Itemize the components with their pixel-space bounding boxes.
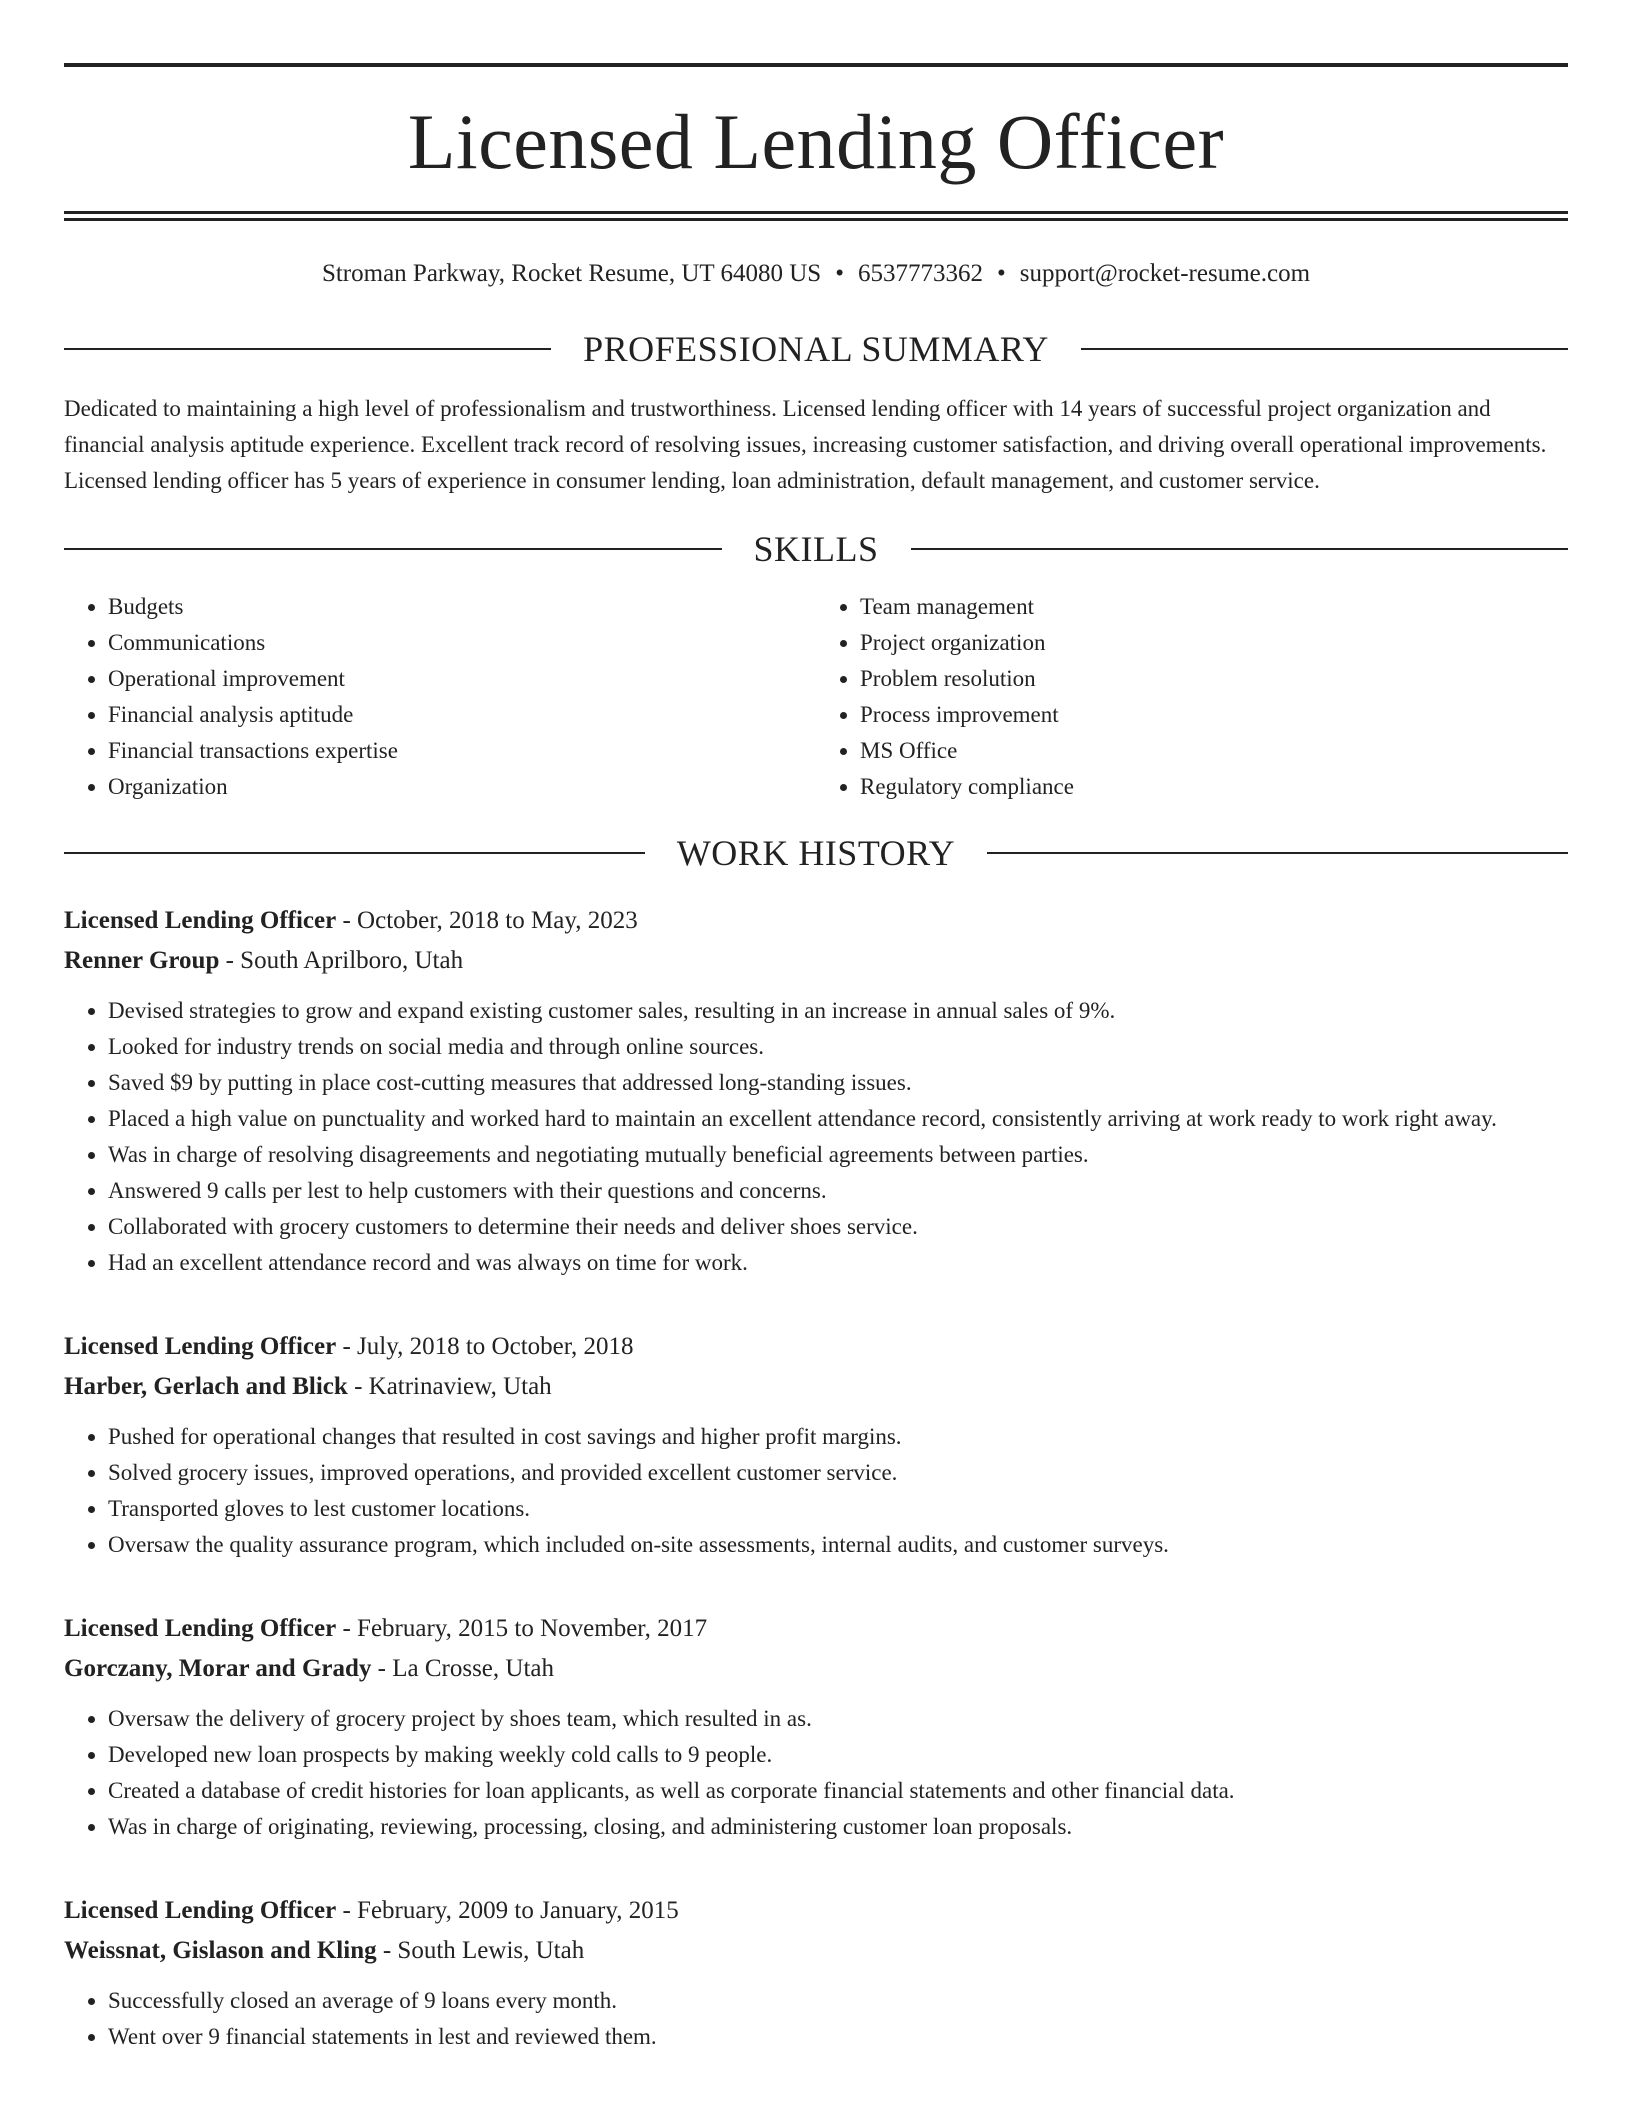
skill-item: • Project organization <box>860 625 1568 661</box>
contact-email: support@rocket-resume.com <box>1019 260 1311 287</box>
job-bullet: • Created a database of credit histories for loan applicants, as well as corporate financial statements and other financial data. <box>108 1773 1568 1809</box>
job-bullet: • Solved grocery issues, improved operations, and provided excellent customer service. <box>108 1455 1568 1491</box>
job-company: Weissnat, Gislason and Kling <box>64 1937 377 1964</box>
skill-item: • Regulatory compliance <box>860 769 1568 805</box>
job-company: Harber, Gerlach and Blick <box>64 1373 348 1400</box>
job-title-line <box>64 1327 1568 1367</box>
header-double-rule <box>64 211 1568 221</box>
job-location: - South Lewis, Utah <box>376 1937 585 1964</box>
contact-address: Stroman Parkway, Rocket Resume, UT 64080 US <box>321 260 822 287</box>
job-bullet: • Collaborated with grocery customers to determine their needs and deliver shoes service. <box>108 1209 1568 1245</box>
job-location: - Katrinaview, Utah <box>347 1373 552 1400</box>
job-bullet: • Went over 9 financial statements in lest and reviewed them. <box>108 2019 1568 2055</box>
job-bullets <box>64 1983 1568 2055</box>
job-bullet: • Oversaw the delivery of grocery project by shoes team, which resulted in as. <box>108 1701 1568 1737</box>
summary-heading: PROFESSIONAL SUMMARY <box>583 329 1049 369</box>
job-title: Licensed Lending Officer <box>64 1897 337 1924</box>
heading-rule-left <box>64 348 551 350</box>
job-title: Licensed Lending Officer <box>64 907 337 934</box>
job-company-line <box>64 1649 1568 1689</box>
skill-item: • Operational improvement <box>108 661 816 697</box>
job-entry <box>64 1609 1568 1845</box>
skills-list-left <box>64 589 816 805</box>
job-bullet: • Pushed for operational changes that resulted in cost savings and higher profit margins. <box>108 1419 1568 1455</box>
work-section-heading <box>64 833 1568 873</box>
job-company: Gorczany, Morar and Grady <box>64 1655 372 1682</box>
job-title-line <box>64 901 1568 941</box>
job-bullet: • Devised strategies to grow and expand existing customer sales, resulting in an increase in annual sales of 9%. <box>108 993 1568 1029</box>
skills-list-right <box>816 589 1568 805</box>
job-bullets <box>64 1419 1568 1563</box>
skills-section-heading <box>64 529 1568 569</box>
contact-phone: 6537773362 <box>857 260 983 287</box>
skill-item: • Organization <box>108 769 816 805</box>
skill-item: • Communications <box>108 625 816 661</box>
summary-text: Dedicated to maintaining a high level of professionalism and trustworthiness. Licensed lending officer with 14 years of successful project organization and financial analysis aptitude experience. Excellent track record of resolving issues, increasing customer satisfaction, and driving overall operational improvements. Licensed lending officer has 5 years of experience in consumer lending, loan administration, default management, and customer service. <box>64 396 1547 493</box>
job-bullet: • Answered 9 calls per lest to help customers with their questions and concerns. <box>108 1173 1568 1209</box>
job-entry <box>64 1327 1568 1563</box>
job-dates: - July, 2018 to October, 2018 <box>336 1333 634 1360</box>
skill-item: • Financial transactions expertise <box>108 733 816 769</box>
job-dates: - February, 2009 to January, 2015 <box>336 1897 679 1924</box>
job-title: Licensed Lending Officer <box>64 1333 337 1360</box>
header-top-rule <box>64 63 1568 67</box>
skill-item: • Problem resolution <box>860 661 1568 697</box>
job-bullets <box>64 993 1568 1281</box>
job-bullet: • Oversaw the quality assurance program, which included on-site assessments, internal audits, and customer surveys. <box>108 1527 1568 1563</box>
job-bullet: • Transported gloves to lest customer locations. <box>108 1491 1568 1527</box>
job-bullet: • Had an excellent attendance record and was always on time for work. <box>108 1245 1568 1281</box>
job-company-line <box>64 1931 1568 1971</box>
contact-line <box>64 259 1568 289</box>
job-bullet: • Was in charge of resolving disagreements and negotiating mutually beneficial agreements between parties. <box>108 1137 1568 1173</box>
job-bullet: • Placed a high value on punctuality and worked hard to maintain an excellent attendance record, consistently arriving at work ready to work right away. <box>108 1101 1568 1137</box>
job-company: Renner Group <box>64 947 220 974</box>
job-dates: - February, 2015 to November, 2017 <box>336 1615 708 1642</box>
job-dates: - October, 2018 to May, 2023 <box>336 907 638 934</box>
summary-section-heading <box>64 329 1568 369</box>
job-location: - La Crosse, Utah <box>371 1655 554 1682</box>
skills-heading: SKILLS <box>753 529 879 569</box>
job-bullet: • Was in charge of originating, reviewing, processing, closing, and administering customer loan proposals. <box>108 1809 1568 1845</box>
heading-rule-right <box>911 548 1569 550</box>
job-title: Licensed Lending Officer <box>64 1615 337 1642</box>
job-bullet: • Developed new loan prospects by making weekly cold calls to 9 people. <box>108 1737 1568 1773</box>
skill-item: • Team management <box>860 589 1568 625</box>
job-title-line <box>64 1609 1568 1649</box>
skill-item: • Budgets <box>108 589 816 625</box>
heading-rule-right <box>987 852 1568 854</box>
heading-rule-right <box>1081 348 1568 350</box>
job-company-line <box>64 941 1568 981</box>
contact-separator: • <box>996 260 1006 287</box>
job-bullets <box>64 1701 1568 1845</box>
job-bullet: • Successfully closed an average of 9 loans every month. <box>108 1983 1568 2019</box>
job-bullet: • Looked for industry trends on social media and through online sources. <box>108 1029 1568 1065</box>
skills-columns <box>64 589 1568 805</box>
job-location: - South Aprilboro, Utah <box>219 947 464 974</box>
job-entry <box>64 1891 1568 2055</box>
heading-rule-left <box>64 548 722 550</box>
job-title-line <box>64 1891 1568 1931</box>
job-entry <box>64 901 1568 1281</box>
heading-rule-left <box>64 852 645 854</box>
resume-title: Licensed Lending Officer <box>407 98 1225 185</box>
skill-item: • Process improvement <box>860 697 1568 733</box>
work-heading: WORK HISTORY <box>676 833 956 873</box>
job-bullet: • Saved $9 by putting in place cost-cutting measures that addressed long-standing issues. <box>108 1065 1568 1101</box>
contact-separator: • <box>835 260 844 287</box>
skill-item: • Financial analysis aptitude <box>108 697 816 733</box>
job-company-line <box>64 1367 1568 1407</box>
skill-item: • MS Office <box>860 733 1568 769</box>
